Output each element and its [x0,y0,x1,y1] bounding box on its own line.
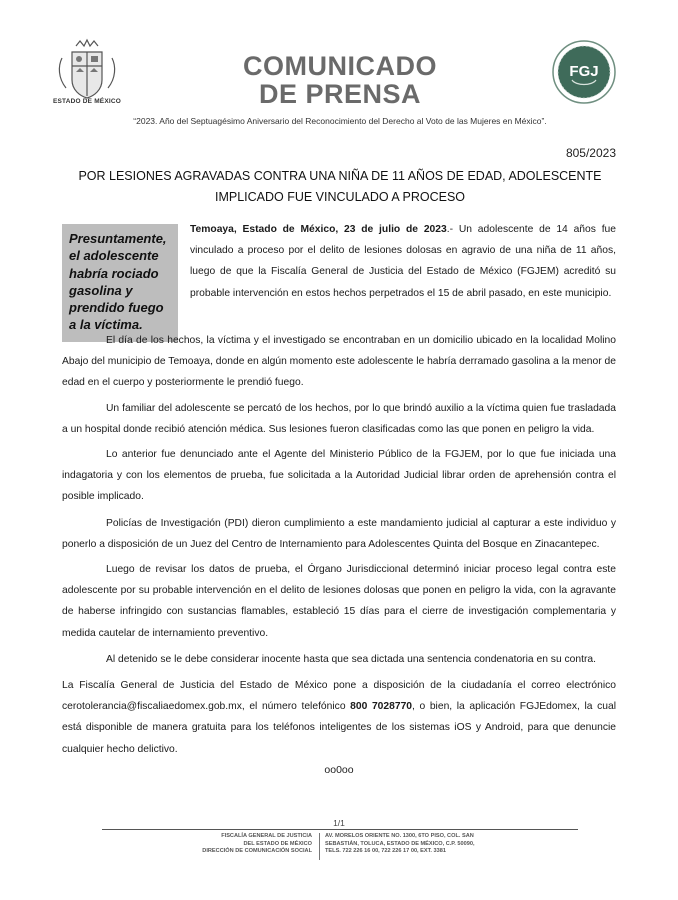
lead-text: .- Un adolescente de 14 años fue vinculado a proceso por el delito de lesiones dolosas en agravio de una niña de 11 años, luego de que la Fiscalía General de Justicia del Estado de México (FGJEM) acreditó su probable intervención en estos hechos perpetrados el 15 de abril pasado, en este municipio. [190,224,617,299]
contact-text-a: La Fiscalía General de Justicia del Estado de México pone a disposición de la ciudadanía el correo electrónico cerotolerancia@fiscaliaedomex.gob.mx, el número telefónico [62,680,616,713]
pull-quote: Presuntamente, el adolescente habría rociado gasolina y prendido fuego a la víctima. [62,224,178,342]
footer-institution [140,833,312,856]
footer-vertical-divider [319,833,320,860]
title-line-2: DE PRENSA [258,79,422,109]
page-number: 1/1 [333,818,345,828]
phone-number: 800 7028770 [350,701,413,713]
lead-paragraph [190,219,616,304]
year-motto: “2023. Año del Septuagésimo Aniversario del Reconocimiento del Derecho al Voto de las Mujeres en México”. [133,116,547,126]
closing-mark: oo0oo [324,764,354,776]
footer-address [325,833,525,856]
footer-right-line-3: TELS. 722 226 16 00, 722 226 17 00, EXT. 3381 [325,848,446,855]
contact-text-b: , o bien, la aplicación FGJEdomex, la cual está disponible de manera gratuita para los teléfonos inteligentes de los sistemas iOS y Android, para que denuncie cualquier hecho delictivo. [62,701,616,755]
footer-left-line-2: DEL ESTADO DE MÉXICO [243,840,312,847]
estado-de-mexico-coat-of-arms-icon [52,38,122,102]
paragraph-7: Al detenido se le debe considerar inocente hasta que sea dictada una sentencia condenatoria en su contra. [106,654,597,665]
footer-right-line-1: AV. MORELOS ORIENTE NO. 1300, 6TO PISO, COL. SAN [325,833,474,839]
footer-right-line-2: SEBASTIÁN, TOLUCA, ESTADO DE MÉXICO, C.P. 50090, [325,840,475,847]
headline [70,166,610,208]
paragraph-6: Luego de revisar los datos de prueba, el Órgano Jurisdiccional determinó iniciar proceso legal contra este adolescente por su probable intervención en el delito de lesiones dolosas que ponen en peligro la vida, con la agravante de haberse infringido con sustancias flamables, estableció 15 días para el cierre de investigación complementaria y medida cautelar de internamiento preventivo. [62,564,616,639]
dateline: Temoaya, Estado de México, 23 de julio de 2023 [190,224,447,235]
footer-left-line-1: FISCALÍA GENERAL DE JUSTICIA [221,833,312,839]
fgj-logo-text: FGJ [569,63,599,80]
headline-line-1: POR LESIONES AGRAVADAS CONTRA UNA NIÑA DE 11 AÑOS DE EDAD, ADOLESCENTE [78,169,602,183]
footer-divider-line [102,829,578,830]
fgj-seal [552,40,616,104]
paragraph-3: Un familiar del adolescente se percató de los hechos, por lo que brindó auxilio a la víctima quien fue trasladada a un hospital donde recibió atención médica. Sus lesiones fueron clasificadas como las que ponen en peligro la vida. [62,403,616,436]
paragraph-5: Policías de Investigación (PDI) dieron cumplimiento a este mandamiento judicial al capturar a este individuo y ponerlo a disposición de un Juez del Centro de Internamiento para Adolescentes Quinta del Bosque en Zinacantepec. [62,518,616,551]
headline-line-2: IMPLICADO FUE VINCULADO A PROCESO [214,190,466,204]
release-number: 805/2023 [565,146,616,160]
footer-left-line-3: DIRECCIÓN DE COMUNICACIÓN SOCIAL [202,848,312,855]
contact-paragraph [62,675,616,760]
paragraph-4: Lo anterior fue denunciado ante el Agente del Ministerio Público de la FGJEM, por lo que fue iniciada una indagatoria y con los elementos de prueba, fue solicitada a la Autoridad Judicial librar orden de aprehensión contra el posible implicado. [62,449,616,503]
press-release-title [180,52,500,108]
paragraph-2: El día de los hechos, la víctima y el investigado se encontraban en un domicilio ubicado en la localidad Molino Abajo del municipio de Temoaya, donde en algún momento este adolescente le habría derramado gasolina a la menor de edad en el cuerpo y posteriormente le prendió fuego. [62,335,616,389]
state-label: ESTADO DE MÉXICO [52,98,122,105]
title-line-1: COMUNICADO [243,51,437,81]
